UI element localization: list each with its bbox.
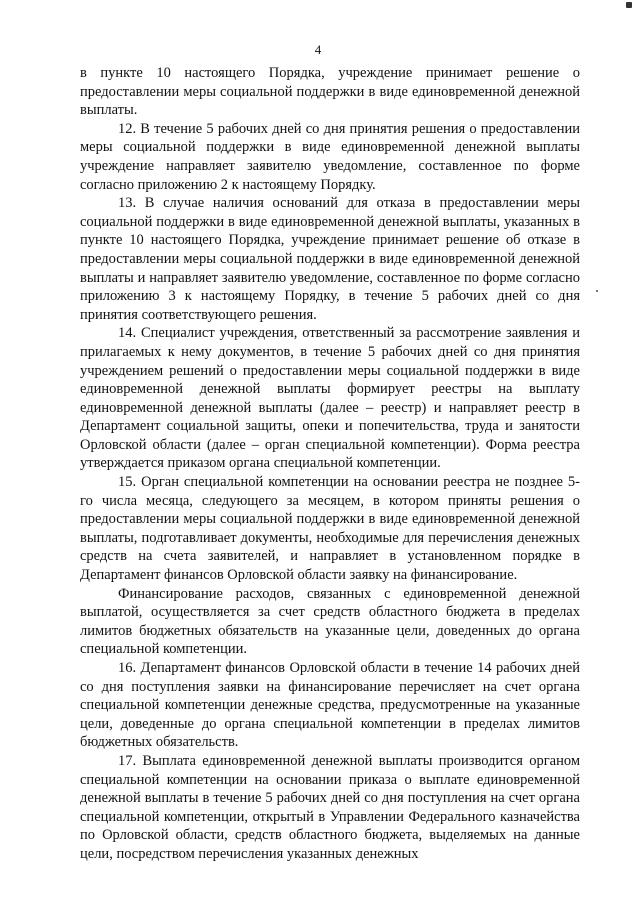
paragraph-financing: Финансирование расходов, связанных с единовременной денежной выплатой, осуществляется за счет средств областного бюджета в пределах лимитов бюджетных обязательств на указанные цели, доведенных до органа специальной компетенции.	[80, 585, 580, 658]
page-number: 4	[314, 42, 322, 57]
paragraph-13: 13. В случае наличия оснований для отказа в предоставлении меры социальной поддержки в виде единовременной денежной выплаты, указанных в пункте 10 настоящего Порядка, учреждение принимает решение об отказе в предоставлении меры социальной поддержки в виде единовременной денежной выплаты и направляет заявителю уведомление, составленное по форме согласно приложению 3 к настоящему Порядку, в течение 5 рабочих дней со дня принятия соответствующего решения.	[80, 195, 580, 323]
paragraph-continuation: в пункте 10 настоящего Порядка, учреждение принимает решение о предоставлении меры социальной поддержки в виде единовременной денежной выплаты.	[80, 65, 580, 119]
scan-speck	[596, 290, 598, 292]
document-body	[80, 64, 580, 864]
scan-mark	[626, 2, 632, 8]
paragraph-15: 15. Орган специальной компетенции на основании реестра не позднее 5-го числа месяца, следующего за месяцем, в котором приняты решения о предоставлении меры социальной поддержки в виде единовременной денежной выплаты, подготавливает документы, необходимые для перечисления денежных средств на счета заявителей, и направляет в установленном порядке в Департамент финансов Орловской области заявку на финансирование.	[80, 474, 580, 584]
paragraph-12: 12. В течение 5 рабочих дней со дня принятия решения о предоставлении меры социальной поддержки в виде единовременной денежной выплаты учреждение направляет заявителю уведомление, составленное по форме согласно приложению 2 к настоящему Порядку.	[80, 120, 580, 193]
paragraph-16: 16. Департамент финансов Орловской области в течение 14 рабочих дней со дня поступления заявки на финансирование перечисляет на счет органа специальной компетенции денежные средства, предусмотренные на указанные цели, доведенные до органа специальной компетенции в пределах лимитов бюджетных обязательств.	[80, 660, 580, 751]
paragraph-14: 14. Специалист учреждения, ответственный за рассмотрение заявления и прилагаемых к нему документов, в течение 5 рабочих дней со дня принятия учреждением решений о предоставлении меры социальной поддержки в виде единовременной денежной выплаты формирует реестры на выплату единовременной денежной выплаты (далее – реестр) и направляет реестр в Департамент социальной защиты, опеки и попечительства, труда и занятости Орловской области (далее – орган специальной компетенции). Форма реестра утверждается приказом органа специальной компетенции.	[80, 325, 580, 472]
paragraph-17: 17. Выплата единовременной денежной выплаты производится органом специальной компетенции на основании приказа о выплате единовременной денежной выплаты в течение 5 рабочих дней со дня поступления на счет органа специальной компетенции, открытый в Управлении Федерального казначейства по Орловской области, средств областного бюджета, выделяемых на данные цели, посредством перечисления указанных денежных	[80, 752, 580, 862]
